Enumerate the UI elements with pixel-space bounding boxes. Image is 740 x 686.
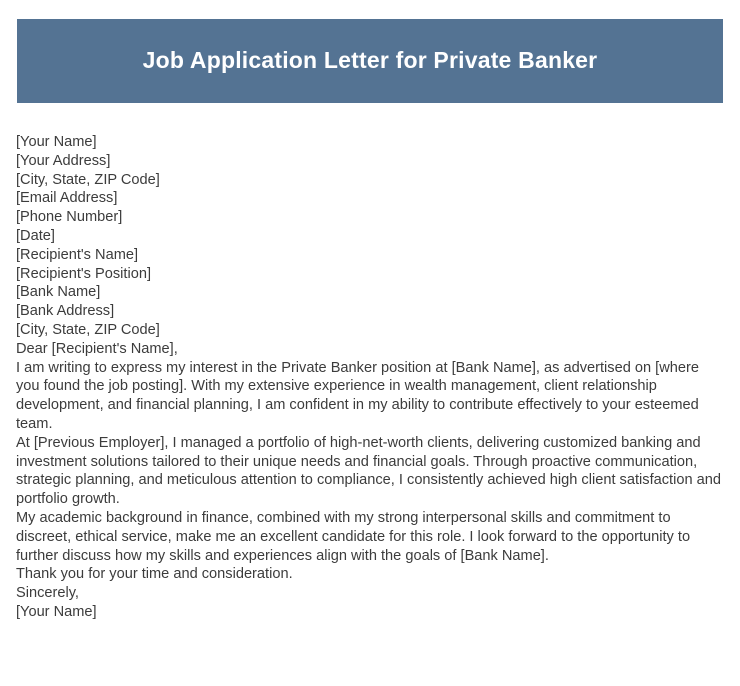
- address-line: [Bank Address]: [16, 303, 115, 320]
- address-line: [City, State, ZIP Code]: [16, 171, 160, 188]
- address-line: [Date]: [16, 227, 55, 244]
- address-line: [Recipient's Name]: [16, 246, 139, 263]
- document-header-band: [17, 19, 723, 103]
- closing-thanks: Thank you for your time and consideration.: [16, 566, 293, 583]
- signature-name: [Your Name]: [16, 603, 97, 620]
- address-line: [Your Address]: [16, 152, 111, 169]
- address-line: [Phone Number]: [16, 209, 123, 226]
- address-line: [Your Name]: [16, 134, 97, 150]
- letter-body: [0, 103, 740, 622]
- body-paragraph: I am writing to express my interest in the Private Banker position at [Bank Name], as advertised on [where you found the job posting]. With my extensive experience in wealth management, client relationship development, and financial planning, I am confident in my ability to contribute effectively to your esteemed team.: [16, 359, 699, 432]
- address-line: [Bank Name]: [16, 284, 101, 301]
- address-block: [16, 133, 724, 340]
- address-line: [City, State, ZIP Code]: [16, 321, 160, 338]
- address-line: [Email Address]: [16, 190, 118, 207]
- body-paragraph: At [Previous Employer], I managed a portfolio of high-net-worth clients, delivering customized banking and investment solutions tailored to their unique needs and financial goals. Through proactive communication, strategic planning, and meticulous attention to compliance, I consistently achieved high client satisfaction and portfolio growth.: [16, 434, 721, 508]
- address-line: [Recipient's Position]: [16, 265, 152, 282]
- body-paragraph: My academic background in finance, combined with my strong interpersonal skills and commitment to discreet, ethical service, make me an excellent candidate for this role. I look forward to the opportunity to further discuss how my skills and experiences align with the goals of [Bank Name].: [16, 509, 691, 564]
- page-title: Job Application Letter for Private Banker: [142, 47, 598, 74]
- salutation: Dear [Recipient's Name],: [16, 340, 178, 357]
- document-page: [0, 19, 740, 686]
- sign-off: Sincerely,: [16, 585, 79, 602]
